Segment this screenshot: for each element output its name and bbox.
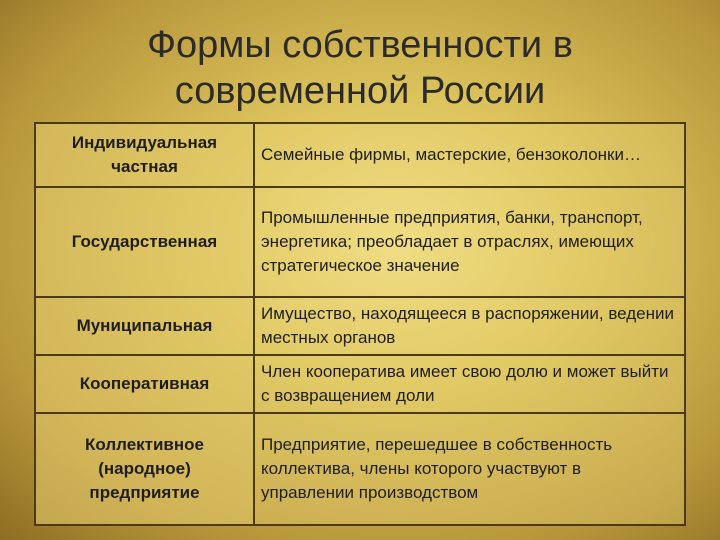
form-description-cell: Имущество, находящееся в распоряжении, ведении местных органов bbox=[254, 297, 685, 355]
form-name-cell: Государственная bbox=[35, 187, 254, 297]
form-description-cell: Член кооператива имеет свою долю и может выйти с возвращением доли bbox=[254, 355, 685, 413]
slide-title-line-1: Формы собственности в bbox=[147, 24, 573, 66]
form-description-cell: Семейные фирмы, мастерские, бензоколонки… bbox=[254, 123, 685, 187]
slide-title-line-2: современной России bbox=[174, 70, 546, 112]
form-name-cell: Индивидуальная частная bbox=[35, 123, 254, 187]
table-row bbox=[35, 355, 685, 413]
table-row bbox=[35, 413, 685, 525]
slide-title bbox=[0, 22, 720, 114]
form-description-cell: Промышленные предприятия, банки, транспорт, энергетика; преобладает в отраслях, имеющих стратегическое значение bbox=[254, 187, 685, 297]
ownership-forms-table bbox=[34, 122, 686, 526]
form-name-cell: Коллективное (народное) предприятие bbox=[35, 413, 254, 525]
form-description-cell: Предприятие, перешедшее в собственность коллектива, члены которого участвуют в управлении производством bbox=[254, 413, 685, 525]
form-name-cell: Кооперативная bbox=[35, 355, 254, 413]
table-row bbox=[35, 297, 685, 355]
table-row bbox=[35, 187, 685, 297]
form-name-cell: Муниципальная bbox=[35, 297, 254, 355]
table-row bbox=[35, 123, 685, 187]
